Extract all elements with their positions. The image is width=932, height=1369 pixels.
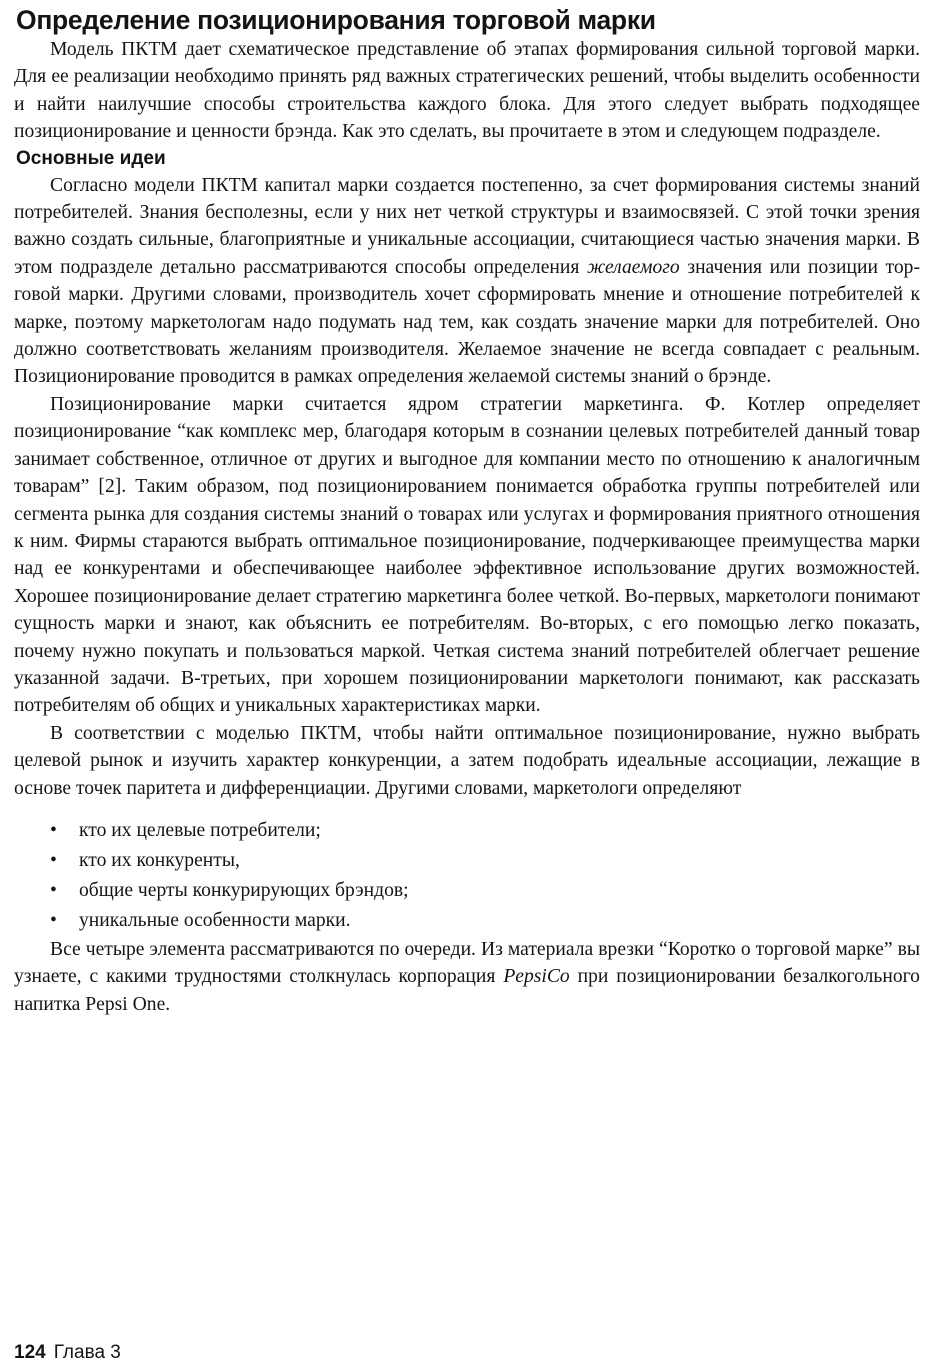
list-item-text: общие черты конкурирующих брэндов;: [79, 879, 409, 901]
list-item: [50, 846, 920, 876]
bullet-icon: •: [50, 849, 57, 871]
list-item: [50, 816, 920, 846]
list-item-text: уникальные особенности марки.: [79, 909, 351, 931]
paragraph-1-text-a: Согласно модели ПКТМ капитал марки создается постепенно, за счет формирования системы знаний потребителей. Знания бесполезны, если у них нет четкой структуры и взаимосвязей. С этой точки зрения важно создать сильные, благоприятные и уникальные ассоциации, считающиеся частью значения марки. В этом подразделе детально рассматриваются способы определения: [14, 174, 920, 278]
closing-text-b: при позиционировании безалкогольного напитка Pepsi One.: [14, 966, 920, 1015]
brand-name: PepsiCo: [503, 966, 570, 988]
paragraph-1-emphasis: желаемого: [587, 256, 680, 278]
bullet-icon: •: [50, 819, 57, 841]
closing-text-a: Все четыре элемента рассматриваются по очереди. Из материала врезки “Коротко о торговой марке” вы узнаете, с какими трудностями столкнулась корпорация: [14, 938, 920, 988]
paragraph-2: Позиционирование марки считается ядром стратегии маркетинга. Ф. Котлер определяет позиционирование “как комплекс мер, благодаря которым в сознании целевых потребителей данный товар занимает собственное, отличное от других и выгодное для компании место по отношению к аналогичным товарам” [2]. Таким образом, под позиционированием понимается обработка группы потребителей или сегмента рынка для создания системы знаний о товарах или услугах и формирования приятного отношения к ним. Фирмы стараются выбрать оптимальное позиционирование, подчеркивающее преимущества марки над ее конкурентами и обеспечивающее наиболее эффективное использование других возможностей. Хорошее позиционирование делает стратегию маркетинга более четкой. Во-первых, маркетологи понимают сущность марки и знают, как объяснить ее потребителям. Во-вторых, с его помощью легко показать, почему нужно покупать и пользоваться маркой. Четкая система знаний потребителей облегчает решение указанной задачи. В-третьих, при хорошем позиционировании маркетологи понимают, как рассказать потребителям об общих и уникальных характеристиках марки.: [14, 393, 920, 717]
bullet-list: [14, 816, 920, 936]
paragraph-3: В соответствии с моделью ПКТМ, чтобы найти оптимальное позиционирование, нужно выбрать целевой рынок и изучить характер конкуренции, а затем подобрать идеальные ассоциации, лежащие в основе точек паритета и дифференциации. Другими словами, маркетологи определяют: [14, 722, 920, 799]
list-item: [50, 876, 920, 906]
bullet-icon: •: [50, 879, 57, 901]
paragraph-1: [14, 172, 920, 391]
list-item-text: кто их целевые потребители;: [79, 819, 321, 841]
list-item-text: кто их конкуренты,: [79, 849, 240, 871]
page-number: 124: [14, 1342, 46, 1363]
bullet-icon: •: [50, 909, 57, 931]
page-content: [14, 0, 920, 1018]
closing-paragraph: [14, 936, 920, 1018]
paragraph-1-text-b: значения или позиции торговой марки. Другими словами, производитель хочет сформировать мнение и отношение потребителей к марке, поэтому маркетологам надо подумать над тем, как создать значение марки для потребителей. Оно должно соответствовать желаниям производителя. Желаемое значение не всегда совпадает с реальным. Позиционирование проводится в рамках определения желаемой системы знаний о брэнде.: [14, 256, 920, 388]
subsection-title: Основные идеи: [16, 147, 166, 169]
page-footer: [14, 1341, 121, 1365]
intro-paragraph: Модель ПКТМ дает схематическое представление об этапах формирования сильной торговой марки. Для ее реализации необходимо принять ряд важных стратегических решений, чтобы выделить особенности и найти наилучшие способы строительства каждого блока. Для этого следует выбрать подходящее позиционирование и ценности брэнда. Как это сделать, вы прочитаете в этом и следующем подразделе.: [14, 39, 920, 143]
section-title: Определение позиционирования торговой марки: [16, 5, 656, 35]
list-item: [50, 906, 920, 936]
chapter-label: Глава 3: [53, 1342, 121, 1363]
